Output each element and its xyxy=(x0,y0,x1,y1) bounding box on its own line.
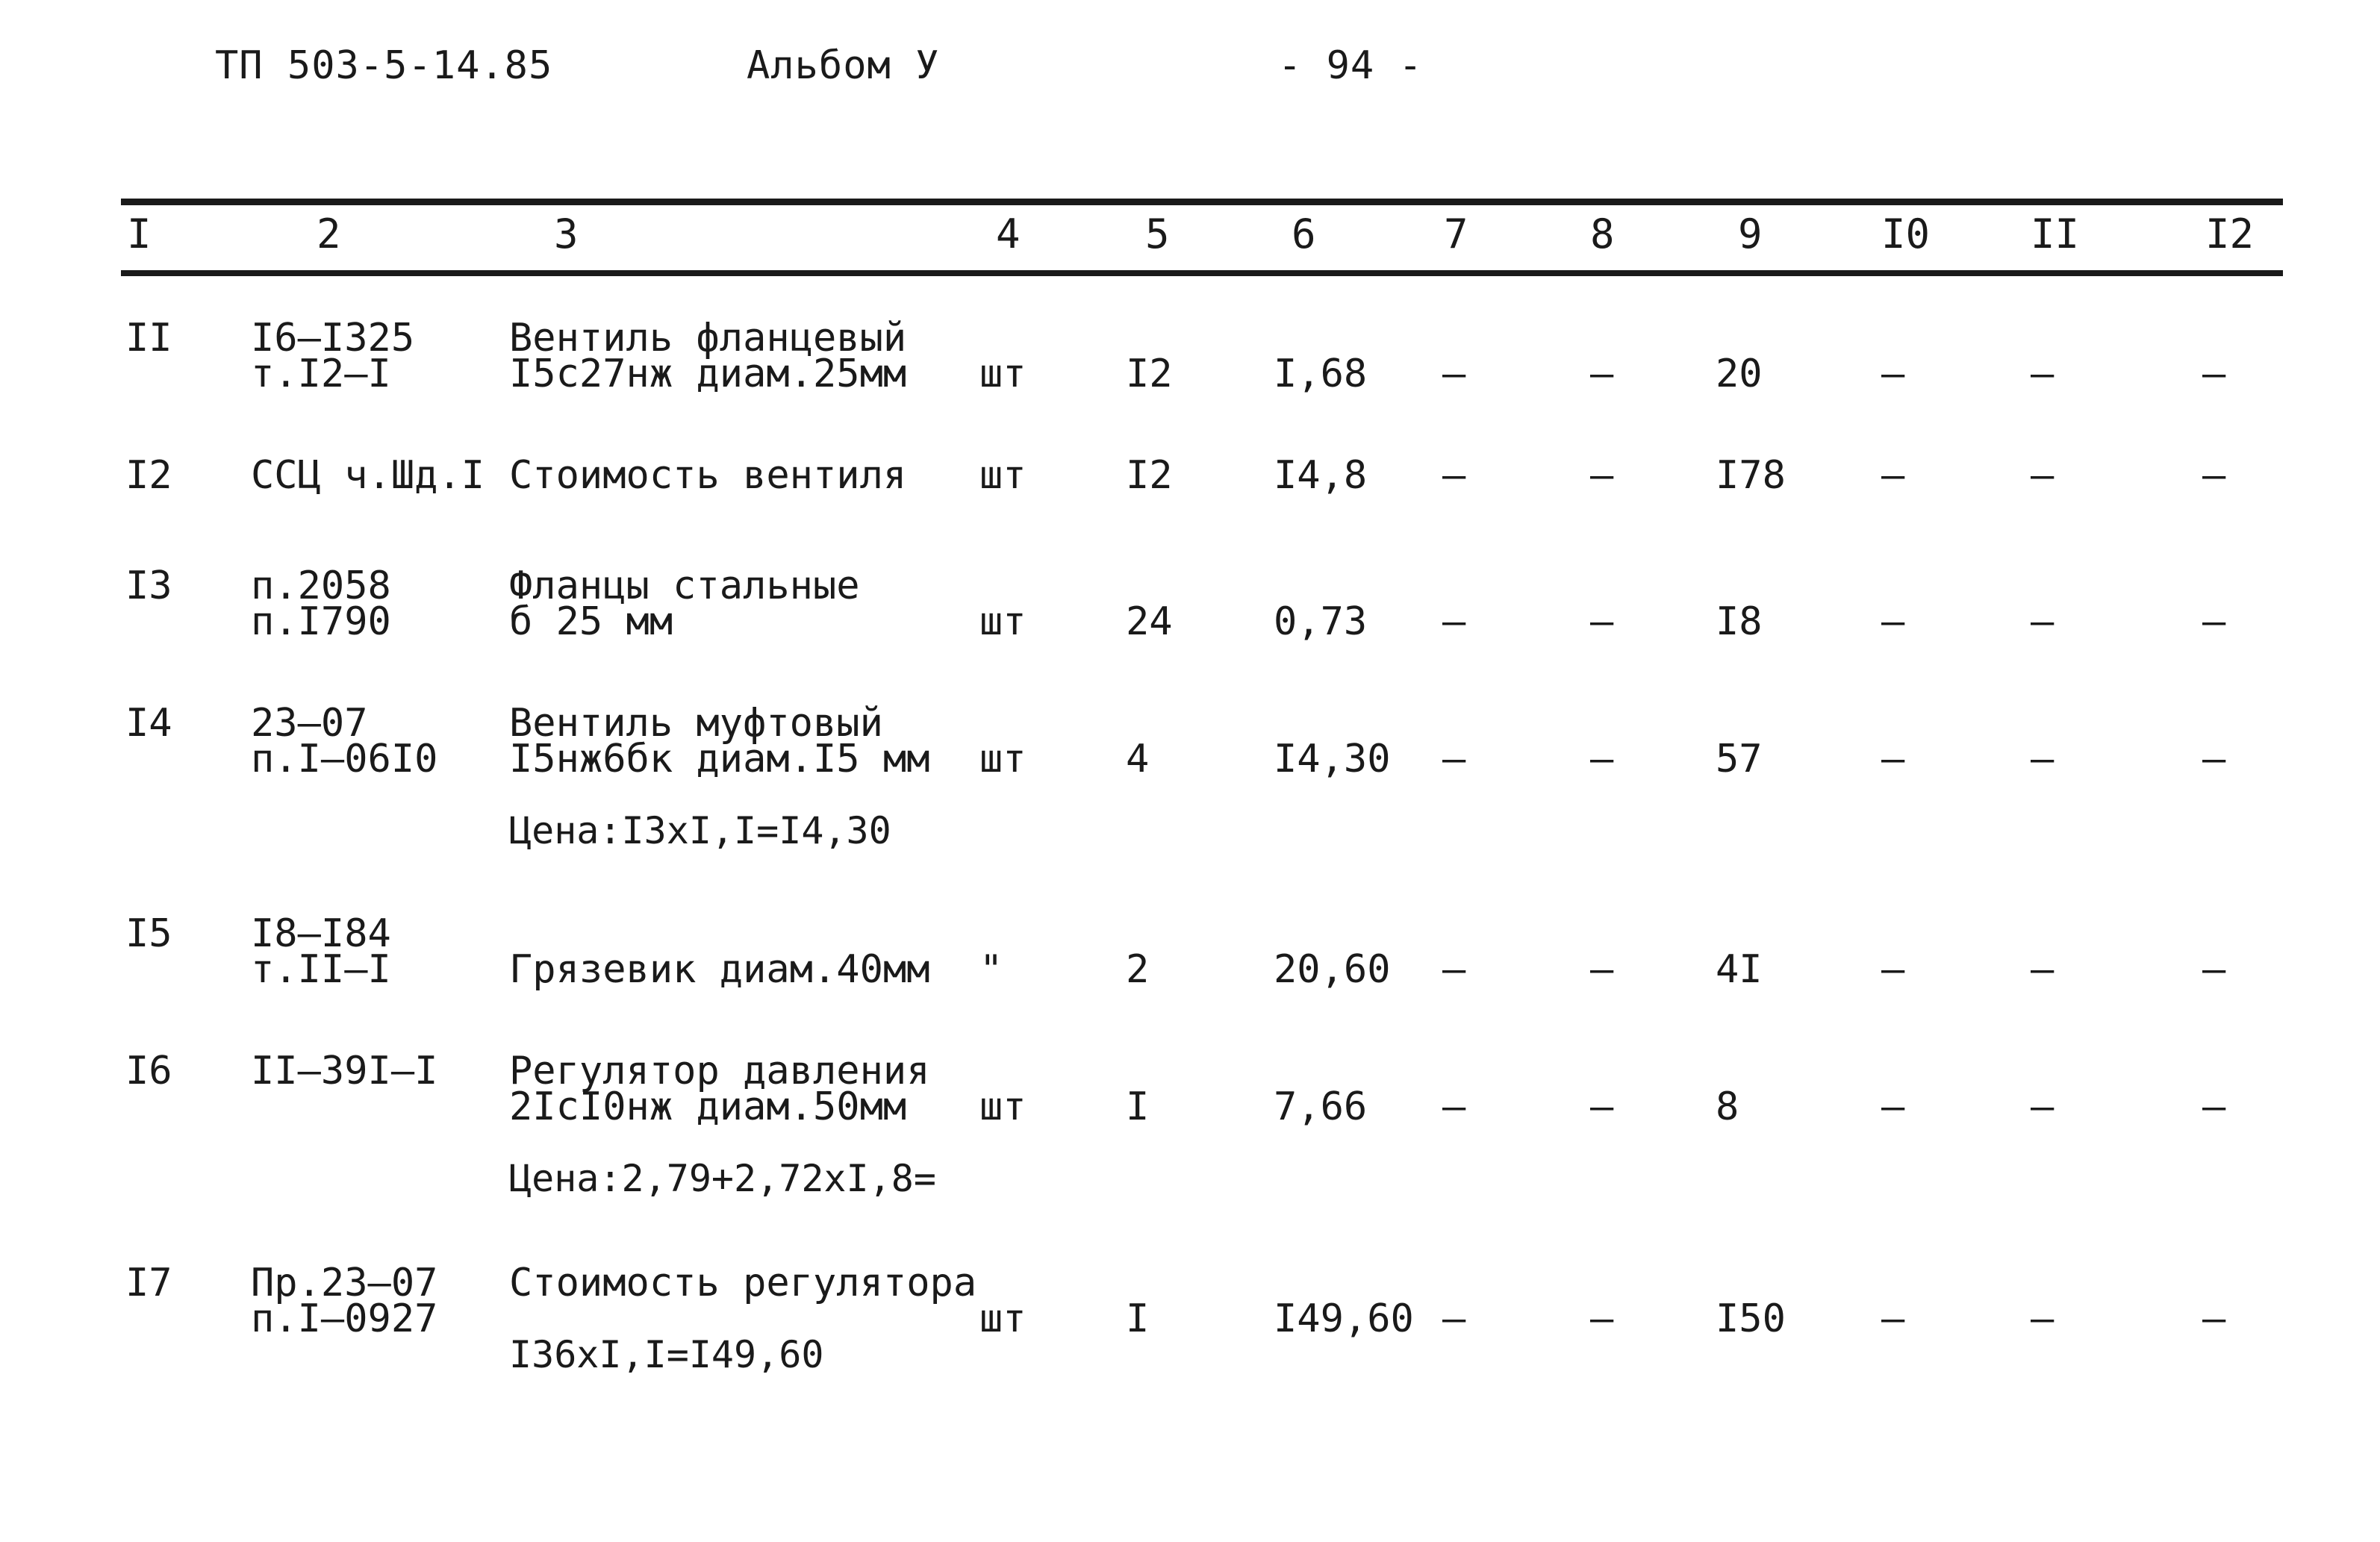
col-10-value: – xyxy=(1881,1084,1905,1129)
unit: шт xyxy=(979,352,1027,396)
item-name-line-1: Фланцы стальные xyxy=(509,564,860,608)
total-cost: I78 xyxy=(1716,453,1786,498)
unit: " xyxy=(979,947,1003,992)
quantity: 4 xyxy=(1126,737,1150,781)
column-header-10: I0 xyxy=(1881,210,1931,257)
col-10-value: – xyxy=(1881,352,1905,396)
unit: шт xyxy=(979,453,1027,498)
col-11-value: – xyxy=(2031,453,2055,498)
quantity: I xyxy=(1126,1296,1150,1341)
column-header-1: I xyxy=(127,210,152,257)
col-12-value: – xyxy=(2202,352,2226,396)
col-11-value: – xyxy=(2031,737,2055,781)
col-11-value: – xyxy=(2031,947,2055,992)
col-8-value: – xyxy=(1590,1084,1614,1129)
total-cost: I50 xyxy=(1716,1296,1786,1341)
col-10-value: – xyxy=(1881,453,1905,498)
item-name-line-1: Вентиль фланцевый xyxy=(509,316,907,360)
row-number: I7 xyxy=(125,1261,172,1305)
column-header-5: 5 xyxy=(1145,210,1170,257)
col-7-value: – xyxy=(1442,453,1466,498)
col-8-value: – xyxy=(1590,737,1614,781)
col-7-value: – xyxy=(1442,1296,1466,1341)
row-number: I2 xyxy=(125,453,172,498)
item-name-line-2: I5нж6бк диам.I5 мм xyxy=(509,737,930,781)
total-cost: 20 xyxy=(1716,352,1763,396)
col-12-value: – xyxy=(2202,737,2226,781)
col-11-value: – xyxy=(2031,1084,2055,1129)
total-cost: I8 xyxy=(1716,599,1763,644)
item-name-line-2: Грязевик диам.40мм xyxy=(509,947,930,992)
column-header-12: I2 xyxy=(2205,210,2255,257)
unit: шт xyxy=(979,1084,1027,1129)
unit: шт xyxy=(979,737,1027,781)
column-header-7: 7 xyxy=(1444,210,1468,257)
column-header-2: 2 xyxy=(317,210,341,257)
item-name-line-1: Регулятор давления xyxy=(509,1049,930,1093)
col-10-value: – xyxy=(1881,737,1905,781)
unit-price: I49,60 xyxy=(1274,1296,1414,1341)
item-name-line-1: Стоимость регулятора xyxy=(509,1261,977,1305)
col-7-value: – xyxy=(1442,947,1466,992)
col-11-value: – xyxy=(2031,1296,2055,1341)
reference-line-2: п.I–06I0 xyxy=(251,737,438,781)
unit-price: 20,60 xyxy=(1274,947,1391,992)
price-formula: Цена:2,79+2,72хI,8= xyxy=(509,1157,936,1200)
table-top-rule xyxy=(121,199,2283,205)
unit-price: 0,73 xyxy=(1274,599,1368,644)
reference-line-1: I8–I84 xyxy=(251,911,391,956)
quantity: 2 xyxy=(1126,947,1150,992)
col-12-value: – xyxy=(2202,1296,2226,1341)
item-name-line-1: Стоимость вентиля xyxy=(509,453,907,498)
col-11-value: – xyxy=(2031,599,2055,644)
col-7-value: – xyxy=(1442,1084,1466,1129)
reference-line-2: п.I–0927 xyxy=(251,1296,438,1341)
col-12-value: – xyxy=(2202,599,2226,644)
price-formula: Цена:I3хI,I=I4,30 xyxy=(509,809,891,852)
col-8-value: – xyxy=(1590,599,1614,644)
column-header-11: II xyxy=(2031,210,2080,257)
row-number: I3 xyxy=(125,564,172,608)
unit-price: 7,66 xyxy=(1274,1084,1368,1129)
document-code: ТП 503-5-14.85 xyxy=(215,43,553,88)
total-cost: 4I xyxy=(1716,947,1763,992)
item-name-line-2: 2IcI0нж диам.50мм xyxy=(509,1084,907,1129)
item-name-line-2: I5с27нж диам.25мм xyxy=(509,352,907,396)
column-header-6: 6 xyxy=(1292,210,1316,257)
col-7-value: – xyxy=(1442,352,1466,396)
total-cost: 57 xyxy=(1716,737,1763,781)
total-cost: 8 xyxy=(1716,1084,1739,1129)
col-8-value: – xyxy=(1590,1296,1614,1341)
col-8-value: – xyxy=(1590,352,1614,396)
column-header-3: 3 xyxy=(554,210,579,257)
row-number: II xyxy=(125,316,172,360)
col-12-value: – xyxy=(2202,947,2226,992)
col-10-value: – xyxy=(1881,599,1905,644)
quantity: I xyxy=(1126,1084,1150,1129)
column-header-4: 4 xyxy=(996,210,1021,257)
col-10-value: – xyxy=(1881,1296,1905,1341)
col-7-value: – xyxy=(1442,737,1466,781)
row-number: I4 xyxy=(125,701,172,746)
col-8-value: – xyxy=(1590,947,1614,992)
column-header-8: 8 xyxy=(1590,210,1615,257)
reference-line-2: п.I790 xyxy=(251,599,391,644)
col-12-value: – xyxy=(2202,1084,2226,1129)
unit: шт xyxy=(979,1296,1027,1341)
table-header-rule xyxy=(121,270,2283,276)
col-7-value: – xyxy=(1442,599,1466,644)
col-10-value: – xyxy=(1881,947,1905,992)
price-formula: I36хI,I=I49,60 xyxy=(509,1333,824,1376)
col-8-value: – xyxy=(1590,453,1614,498)
col-11-value: – xyxy=(2031,352,2055,396)
reference-line-1: п.2058 xyxy=(251,564,391,608)
reference-line-2: т.II–I xyxy=(251,947,391,992)
reference-line-1: I6–I325 xyxy=(251,316,415,360)
reference-line-2: т.I2–I xyxy=(251,352,391,396)
quantity: 24 xyxy=(1126,599,1173,644)
reference-line-1: ССЦ ч.Шд.I xyxy=(251,453,485,498)
reference-line-1: II–39I–I xyxy=(251,1049,438,1093)
unit-price: I,68 xyxy=(1274,352,1368,396)
quantity: I2 xyxy=(1126,453,1173,498)
unit-price: I4,8 xyxy=(1274,453,1368,498)
item-name-line-1: Вентиль муфтовый xyxy=(509,701,883,746)
unit-price: I4,30 xyxy=(1274,737,1391,781)
reference-line-1: 23–07 xyxy=(251,701,368,746)
column-header-9: 9 xyxy=(1738,210,1763,257)
item-name-line-2: б 25 мм xyxy=(509,599,673,644)
col-12-value: – xyxy=(2202,453,2226,498)
album-label: Альбом У xyxy=(747,43,940,88)
quantity: I2 xyxy=(1126,352,1173,396)
row-number: I6 xyxy=(125,1049,172,1093)
page-number: - 94 - xyxy=(1278,43,1423,88)
reference-line-1: Пр.23–07 xyxy=(251,1261,438,1305)
unit: шт xyxy=(979,599,1027,644)
row-number: I5 xyxy=(125,911,172,956)
